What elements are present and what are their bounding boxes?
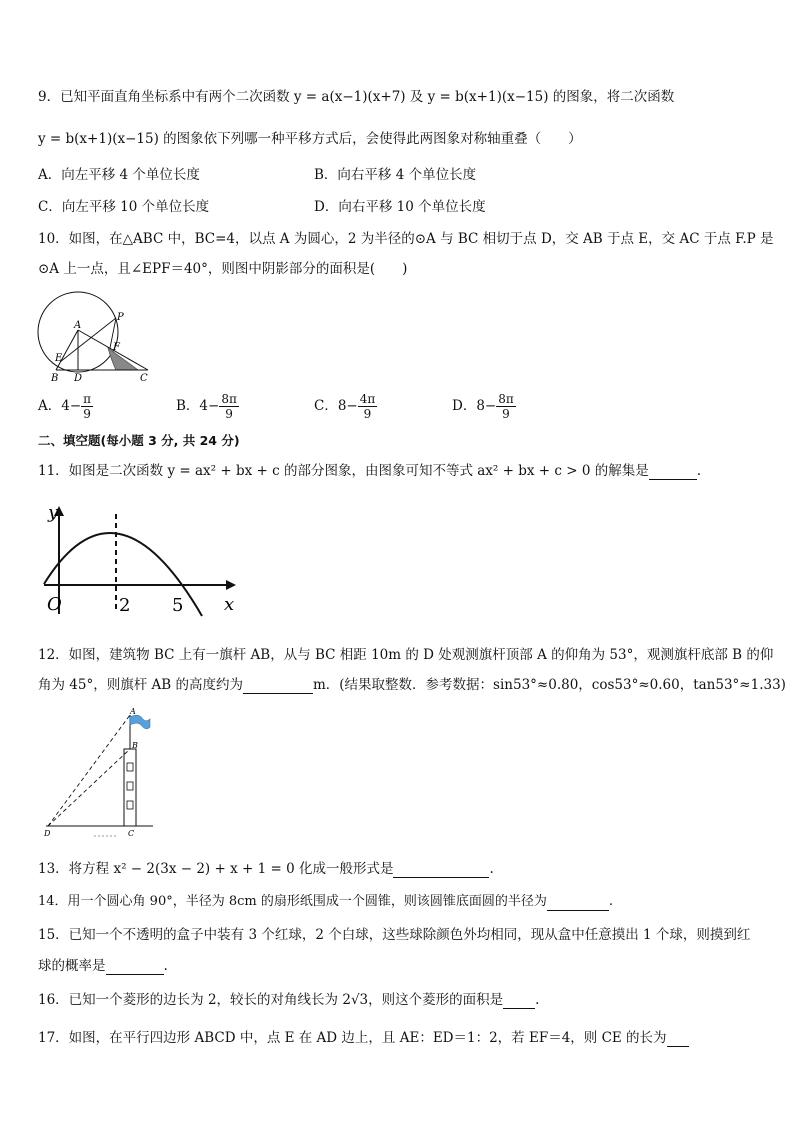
q9-stem-line1: 9．已知平面直角坐标系中有两个二次函数 y = a(x−1)(x+7) 及 y = b(x+1)(x−15) 的图象，将二次函数 (38, 89, 675, 105)
q10-option-a-numerator: π (83, 392, 92, 406)
q10-option-a-fraction (81, 392, 93, 421)
q12-stem-line2-post: m．(结果取整数．参考数据：sin53°≈0.80，cos53°≈0.60，tan53°≈1.33) (312, 677, 786, 693)
q10-option-d-prefix: D．8− (452, 398, 497, 414)
q15-answer-blank[interactable] (106, 974, 164, 975)
q10-label-a: A (74, 320, 82, 331)
q10-option-c (314, 392, 377, 421)
q10-option-d-denominator: 9 (502, 407, 510, 421)
q12-sightline-da (48, 715, 130, 826)
q10-label-b: B (51, 373, 59, 384)
q10-option-c-numerator: 4π (359, 392, 376, 406)
q11-answer-blank[interactable] (649, 479, 697, 480)
q12-flag-icon (130, 715, 150, 729)
q13-stem-tail: . (489, 861, 494, 877)
q9-stem-line2: y = b(x+1)(x−15) 的图象依下列哪一种平移方式后，会使得此两图象对称轴重叠（ ） (38, 131, 582, 147)
q10-option-c-prefix: C．8− (314, 398, 358, 414)
q9-option-c: C．向左平移 10 个单位长度 (38, 199, 210, 215)
q16-stem-text: 16．已知一个菱形的边长为 2，较长的对角线长为 2√3，则这个菱形的面积是 (38, 992, 504, 1008)
q12-sightline-db (48, 749, 130, 826)
q12-building-bc (124, 749, 136, 826)
q16-stem (38, 991, 539, 1009)
q10-label-p: P (117, 312, 124, 323)
q10-option-b-numerator: 8π (221, 392, 237, 406)
q9-option-d: D．向右平移 10 个单位长度 (314, 199, 486, 215)
q10-option-a (38, 392, 93, 421)
q11-parabola-graph (38, 498, 248, 618)
q13-stem-text: 13．将方程 x² − 2(3x − 2) + x + 1 = 0 化成一般形式是 (38, 861, 394, 877)
q11-stem (38, 462, 701, 480)
q11-label-y: y (48, 502, 59, 523)
q16-stem-tail: . (535, 992, 540, 1008)
q12-label-b: B (132, 741, 138, 750)
q11-stem-text: 11．如图是二次函数 y = ax² + bx + c 的部分图象，由图象可知不等式 ax² + bx + c > 0 的解集是 (38, 463, 649, 479)
q14-stem-text: 14．用一个圆心角 90°，半径为 8cm 的扇形纸围成一个圆锥，则该圆锥底面圆的半径为 (38, 894, 547, 909)
q10-option-c-denominator: 9 (363, 407, 372, 421)
q10-option-b (176, 392, 239, 421)
q9-option-a: A．向左平移 4 个单位长度 (38, 167, 200, 183)
q10-label-f: F (113, 342, 120, 353)
q14-answer-blank[interactable] (547, 910, 609, 911)
q15-stem-line2-text: 球的概率是 (38, 958, 106, 974)
section-heading-fill-in: 二、填空题(每小题 3 分, 共 24 分) (38, 433, 240, 448)
q10-option-b-fraction (219, 392, 239, 421)
q10-segment-ep (60, 318, 116, 362)
q10-option-b-prefix: B．4− (176, 398, 220, 414)
q10-label-d: D (74, 373, 83, 384)
q12-label-a: A (130, 707, 136, 716)
q15-stem-line2 (38, 957, 168, 975)
q14-stem (38, 893, 613, 911)
q10-option-d-fraction (496, 392, 516, 421)
q10-label-c: C (140, 373, 148, 384)
q12-stem-line2-pre: 角为 45°，则旗杆 AB 的高度约为 (38, 677, 243, 693)
q9-option-b: B．向右平移 4 个单位长度 (314, 167, 477, 183)
q16-answer-blank[interactable] (503, 1008, 535, 1009)
q11-label-x: x (224, 594, 235, 615)
q12-label-d: D (44, 829, 51, 838)
q10-option-d-numerator: 8π (498, 392, 514, 406)
q11-tick-5: 5 (172, 595, 184, 616)
q12-answer-blank[interactable] (243, 693, 313, 694)
q10-option-d (452, 392, 516, 421)
q12-label-c: C (128, 829, 135, 838)
q11-stem-tail: . (696, 463, 701, 479)
q10-option-b-denominator: 9 (225, 407, 233, 421)
q17-answer-blank[interactable] (667, 1046, 689, 1047)
q10-stem-line2: ⊙A 上一点，且∠EPF＝40°，则图中阴影部分的面积是( ) (38, 261, 408, 277)
q11-label-origin: O (47, 594, 62, 615)
q11-x-axis-arrow (226, 580, 236, 590)
q12-stem-line2 (38, 676, 786, 694)
q10-option-c-fraction (358, 392, 378, 421)
q11-tick-2: 2 (119, 595, 131, 616)
q12-stem-line1: 12．如图，建筑物 BC 上有一旗杆 AB，从与 BC 相距 10m 的 D 处观测旗杆顶部 A 的仰角为 53°，观测旗杆底部 B 的仰 (38, 647, 774, 663)
q10-label-e: E (55, 353, 63, 364)
q14-stem-tail: . (608, 894, 614, 909)
q15-stem-line1: 15．已知一个不透明的盒子中装有 3 个红球，2 个白球，这些球除颜色外均相同，现从盒中任意摸出 1 个球，则摸到红 (38, 927, 751, 943)
q10-stem-line1: 10．如图，在△ABC 中，BC=4，以点 A 为圆心，2 为半径的⊙A 与 BC 相切于点 D，交 AB 于点 E，交 AC 于点 F.P 是 (38, 231, 774, 247)
q12-figure (38, 705, 156, 840)
q13-stem (38, 860, 494, 878)
q17-stem-text: 17．如图，在平行四边形 ABCD 中，点 E 在 AD 边上，且 AE：ED＝1：2，若 EF＝4，则 CE 的长为 (38, 1030, 667, 1046)
q17-stem (38, 1029, 689, 1047)
q10-option-a-prefix: A．4− (38, 398, 82, 414)
q10-option-a-denominator: 9 (83, 407, 91, 421)
q15-stem-tail: . (163, 958, 168, 974)
q10-figure (30, 290, 160, 385)
q13-answer-blank[interactable] (393, 877, 489, 878)
